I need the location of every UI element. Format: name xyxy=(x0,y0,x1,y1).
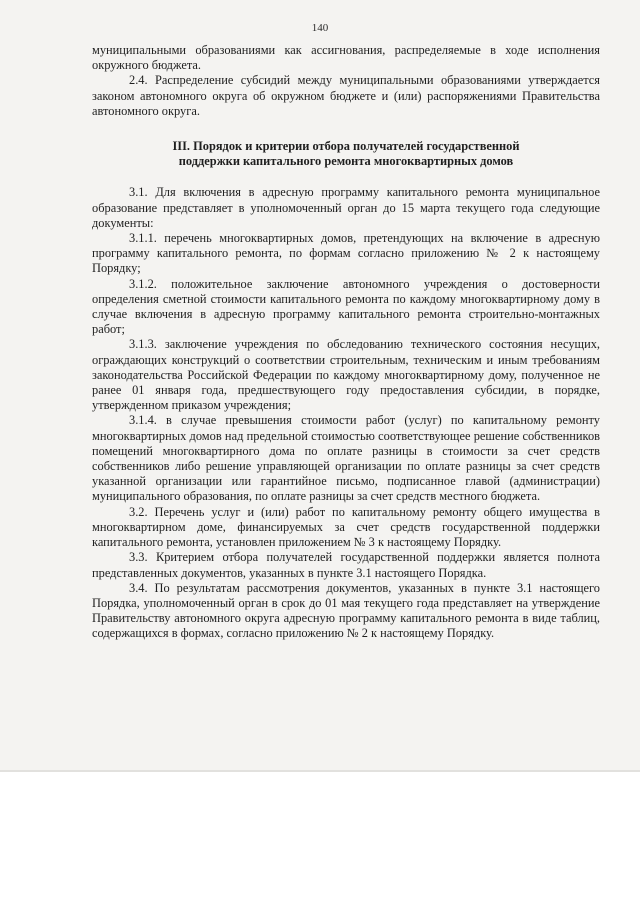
section-heading xyxy=(92,139,600,169)
paragraph-3-1-2: 3.1.2. положительное заключение автономного учреждения о достоверности определения сметной стоимости капитального ремонта по каждому многоквартирному дому в случае включения в адресную программу капитального ремонта строительно-монтажных работ; xyxy=(92,276,600,337)
paragraph-2-4: 2.4. Распределение субсидий между муниципальными образованиями утверждается законом автономного округа об окружном бюджете и (или) распоряжениями Правительства автономного округа. xyxy=(92,73,600,118)
paragraph-continuation: муниципальными образованиями как ассигнования, распределяемые в ходе исполнения окружного бюджета. xyxy=(92,43,600,73)
paragraph-3-3: 3.3. Критерием отбора получателей государственной поддержки является полнота представленных документов, указанных в пункте 3.1 настоящего Порядка. xyxy=(92,550,600,580)
paragraph-3-2: 3.2. Перечень услуг и (или) работ по капитальному ремонту общего имущества в многоквартирном доме, финансируемых за счет средств государственной поддержки капитального ремонта, установлен приложением № 3 к настоящему Порядку. xyxy=(92,504,600,550)
paragraph-3-1: 3.1. Для включения в адресную программу капитального ремонта муниципальное образование представляет в уполномоченный орган до 15 марта текущего года следующие документы: xyxy=(92,185,600,230)
paragraph-3-4: 3.4. По результатам рассмотрения документов, указанных в пункте 3.1 настоящего Порядка, уполномоченный орган в срок до 01 мая текущего года представляет на утверждение Правительству автономного округа адресную программу капитального ремонта в виде таблиц, содержащихся в формах, согласно приложению № 2 к настоящему Порядку. xyxy=(92,580,600,641)
page-number: 140 xyxy=(311,22,329,34)
section-heading-line-2: поддержки капитального ремонта многоквартирных домов xyxy=(178,154,514,169)
paragraph-3-1-4: 3.1.4. в случае превышения стоимости работ (услуг) по капитальному ремонту многоквартирных домов над предельной стоимостью соответствующее решение собственников помещений многоквартирного дома по оплате разницы в стоимости за счет средств собственников либо решение управляющей организации по оплате разницы за счет средств указанной организации или гарантийное письмо, подписанное главой (администрации) муниципального образования, по оплате разницы за счет средств местного бюджета. xyxy=(92,413,600,504)
section-heading-line-1: III. Порядок и критерии отбора получателей государственной xyxy=(172,139,520,154)
paragraph-3-1-3: 3.1.3. заключение учреждения по обследованию технического состояния несущих, ограждающих конструкций о соответствии строительным, техническим и иным требованиям законодательства Российской Федерации по каждому многоквартирному дому, полученное не ранее 01 января года, предшествующего году предоставления субсидии, в порядке, утвержденном приказом учреждения; xyxy=(92,337,600,413)
document-body xyxy=(92,43,600,642)
paragraph-3-1-1: 3.1.1. перечень многоквартирных домов, претендующих на включение в адресную программу капитального ремонта, по формам согласно приложению № 2 к настоящему Порядку; xyxy=(92,231,600,276)
